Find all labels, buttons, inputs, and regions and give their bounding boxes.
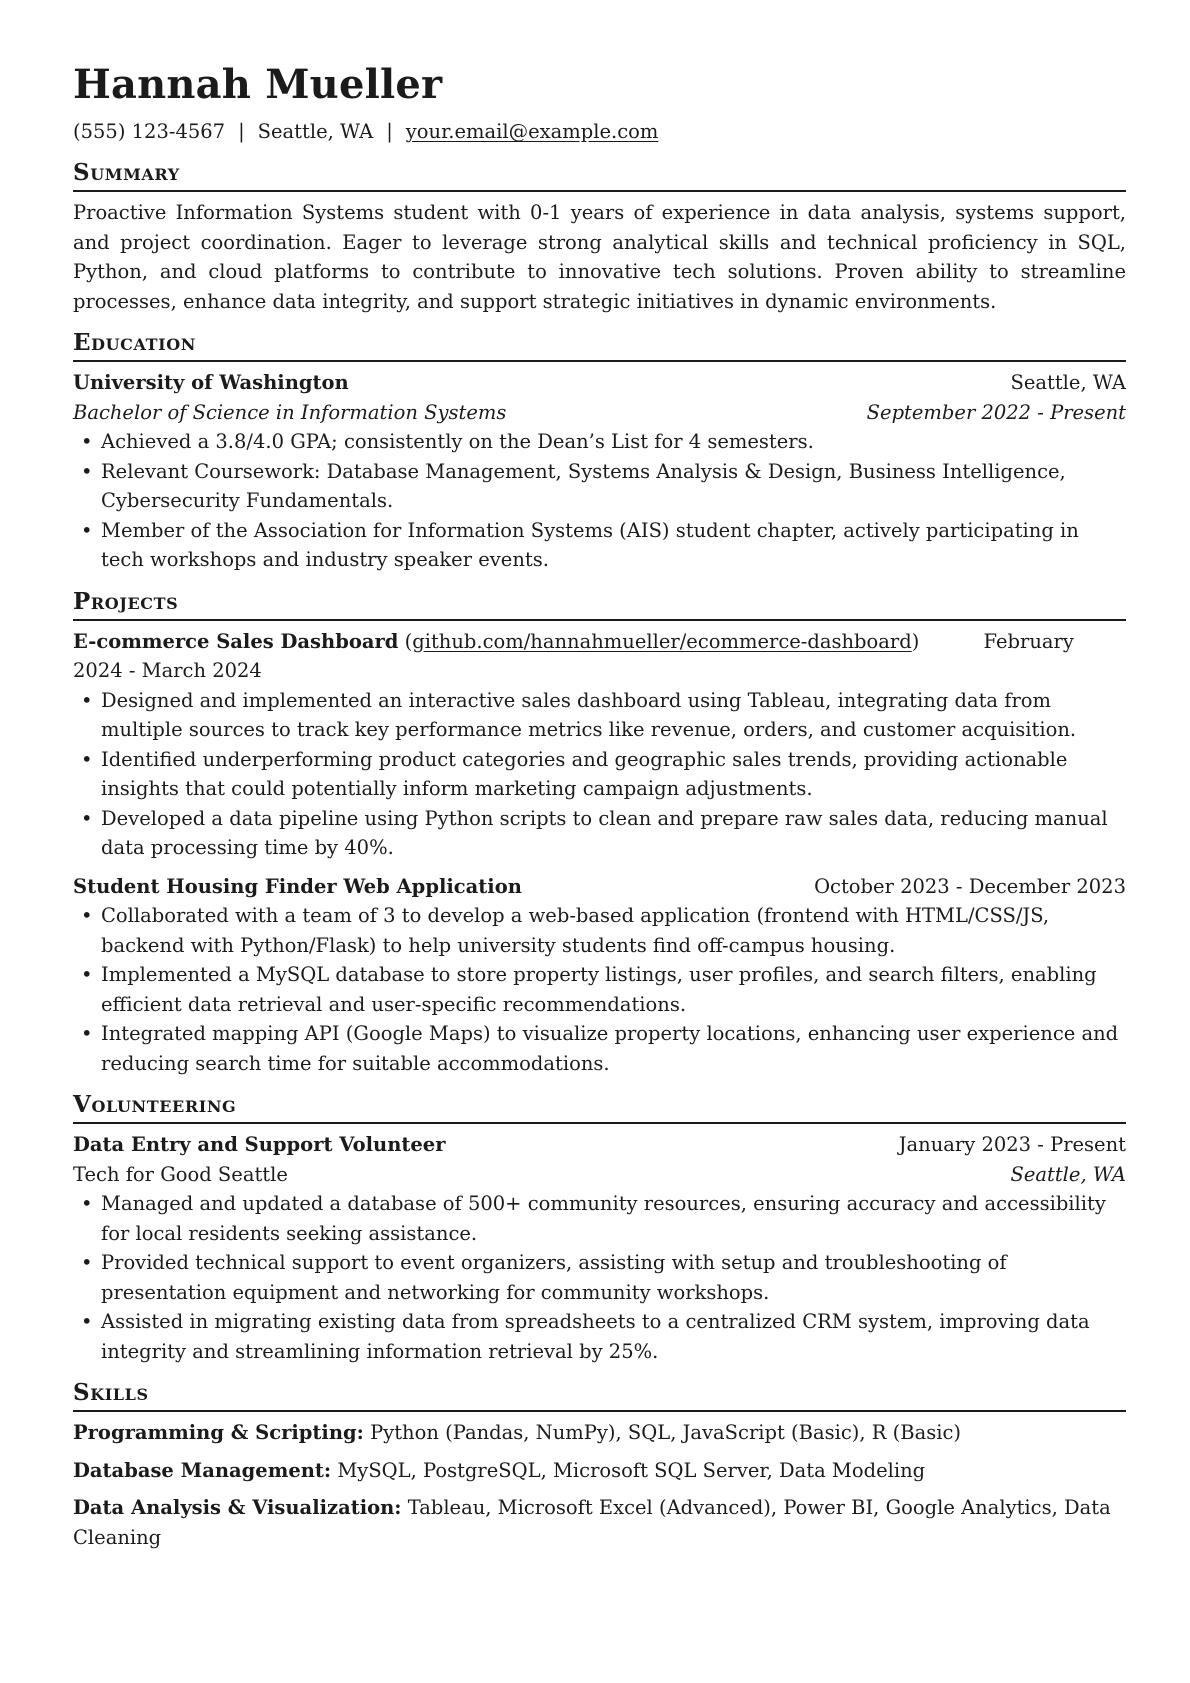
project-bullets xyxy=(73,686,1126,863)
email-link[interactable]: your.email@example.com xyxy=(405,120,659,143)
volunteer-role: Data Entry and Support Volunteer xyxy=(73,1133,446,1156)
section-heading-projects: Projects xyxy=(73,587,1126,621)
bullet-icon: • xyxy=(81,806,93,830)
project-bullets xyxy=(73,901,1126,1078)
skill-value: Tableau, Microsoft Excel (Advanced), Power BI, Google Analytics, Data Cleaning xyxy=(73,1496,1111,1549)
volunteer-header-row xyxy=(73,1130,1126,1160)
project-dates: February 2024 - March 2024 xyxy=(73,629,1074,682)
skill-line xyxy=(73,1456,1126,1486)
list-item: • Achieved a 3.8/4.0 GPA; consistently on the Dean’s List for 4 semesters. xyxy=(73,427,1126,457)
education-dates: September 2022 - Present xyxy=(866,400,1126,424)
volunteer-location: Seattle, WA xyxy=(1010,1162,1126,1186)
section-heading-education: Education xyxy=(73,328,1126,362)
list-item: • Collaborated with a team of 3 to develop a web-based application (frontend with HTML/CSS/JS, backend with Python/Flask) to help university students find off-campus housing. xyxy=(73,901,1126,960)
project-link[interactable]: github.com/hannahmueller/ecommerce-dashboard xyxy=(412,629,912,653)
bullet-icon: • xyxy=(81,518,93,542)
list-item: • Designed and implemented an interactive sales dashboard using Tableau, integrating data from multiple sources to track key performance metrics like revenue, orders, and customer acquisition. xyxy=(73,686,1126,745)
school-location: Seattle, WA xyxy=(1010,371,1126,394)
list-item: • Member of the Association for Information Systems (AIS) student chapter, actively participating in tech workshops and industry speaker events. xyxy=(73,516,1126,575)
list-item: • Managed and updated a database of 500+ community resources, ensuring accuracy and accessibility for local residents seeking assistance. xyxy=(73,1189,1126,1248)
project-name: Student Housing Finder Web Application xyxy=(73,874,522,898)
skill-label: Data Analysis & Visualization: xyxy=(73,1496,402,1519)
education-bullets xyxy=(73,427,1126,575)
volunteer-bullets xyxy=(73,1189,1126,1366)
list-item: • Relevant Coursework: Database Management, Systems Analysis & Design, Business Intelligence, Cybersecurity Fundamentals. xyxy=(73,457,1126,516)
phone-number: (555) 123-4567 xyxy=(73,120,226,143)
bullet-icon: • xyxy=(81,1192,93,1215)
bullet-icon: • xyxy=(81,747,93,771)
location-text: Seattle, WA xyxy=(257,120,374,143)
volunteer-org: Tech for Good Seattle xyxy=(73,1162,288,1186)
project-name: E-commerce Sales Dashboard xyxy=(73,629,399,653)
section-heading-summary: Summary xyxy=(73,158,1126,192)
education-degree-row xyxy=(73,398,1126,428)
skill-line xyxy=(73,1418,1126,1448)
skill-line xyxy=(73,1493,1126,1552)
bullet-icon: • xyxy=(81,1310,93,1333)
bullet-icon: • xyxy=(81,430,93,453)
volunteer-org-row xyxy=(73,1160,1126,1190)
list-item: • Integrated mapping API (Google Maps) to visualize property locations, enhancing user experience and reducing search time for suitable accommodations. xyxy=(73,1019,1126,1078)
list-item: • Identified underperforming product categories and geographic sales trends, providing actionable insights that could potentially inform marketing campaign adjustments. xyxy=(73,745,1126,804)
resume-page xyxy=(73,58,1126,1560)
education-header-row xyxy=(73,368,1126,398)
project-dates: October 2023 - December 2023 xyxy=(814,874,1126,898)
volunteer-dates: January 2023 - Present xyxy=(898,1133,1126,1156)
candidate-name: Hannah Mueller xyxy=(73,61,443,108)
bullet-icon: • xyxy=(81,1022,93,1045)
contact-separator: | xyxy=(386,120,393,143)
bullet-icon: • xyxy=(81,1251,93,1274)
bullet-icon: • xyxy=(81,963,93,986)
list-item: • Implemented a MySQL database to store property listings, user profiles, and search filters, enabling efficient data retrieval and user-specific recommendations. xyxy=(73,960,1126,1019)
bullet-icon: • xyxy=(81,904,93,927)
list-item: • Provided technical support to event organizers, assisting with setup and troubleshooting of presentation equipment and networking for community workshops. xyxy=(73,1248,1126,1307)
contact-line xyxy=(73,118,1126,146)
section-heading-skills: Skills xyxy=(73,1378,1126,1412)
list-item: • Developed a data pipeline using Python scripts to clean and prepare raw sales data, reducing manual data processing time by 40%. xyxy=(73,804,1126,863)
school-name: University of Washington xyxy=(73,371,349,394)
list-item: • Assisted in migrating existing data from spreadsheets to a centralized CRM system, improving data integrity and streamlining information retrieval by 25%. xyxy=(73,1307,1126,1366)
project-header xyxy=(73,872,1126,902)
bullet-icon: • xyxy=(81,688,93,712)
skill-value: Python (Pandas, NumPy), SQL, JavaScript (Basic), R (Basic) xyxy=(370,1421,961,1444)
summary-text: Proactive Information Systems student with 0-1 years of experience in data analysis, systems support, and project coordination. Eager to leverage strong analytical skills and technical proficiency in SQL, Python, and cloud platforms to contribute to innovative tech solutions. Proven ability to streamline processes, enhance data integrity, and support strategic initiatives in dynamic environments. xyxy=(73,201,1126,313)
skill-label: Programming & Scripting: xyxy=(73,1421,364,1444)
bullet-icon: • xyxy=(81,459,93,483)
section-heading-volunteering: Volunteering xyxy=(73,1090,1126,1124)
skill-label: Database Management: xyxy=(73,1458,332,1482)
project-header: E-commerce Sales Dashboard (github.com/hannahmueller/ecommerce-dashboard) February 2024 - March 2024 xyxy=(73,629,1074,682)
contact-separator: | xyxy=(238,120,245,143)
skill-value: MySQL, PostgreSQL, Microsoft SQL Server, Data Modeling xyxy=(337,1458,926,1482)
degree-name: Bachelor of Science in Information Systems xyxy=(73,400,507,424)
